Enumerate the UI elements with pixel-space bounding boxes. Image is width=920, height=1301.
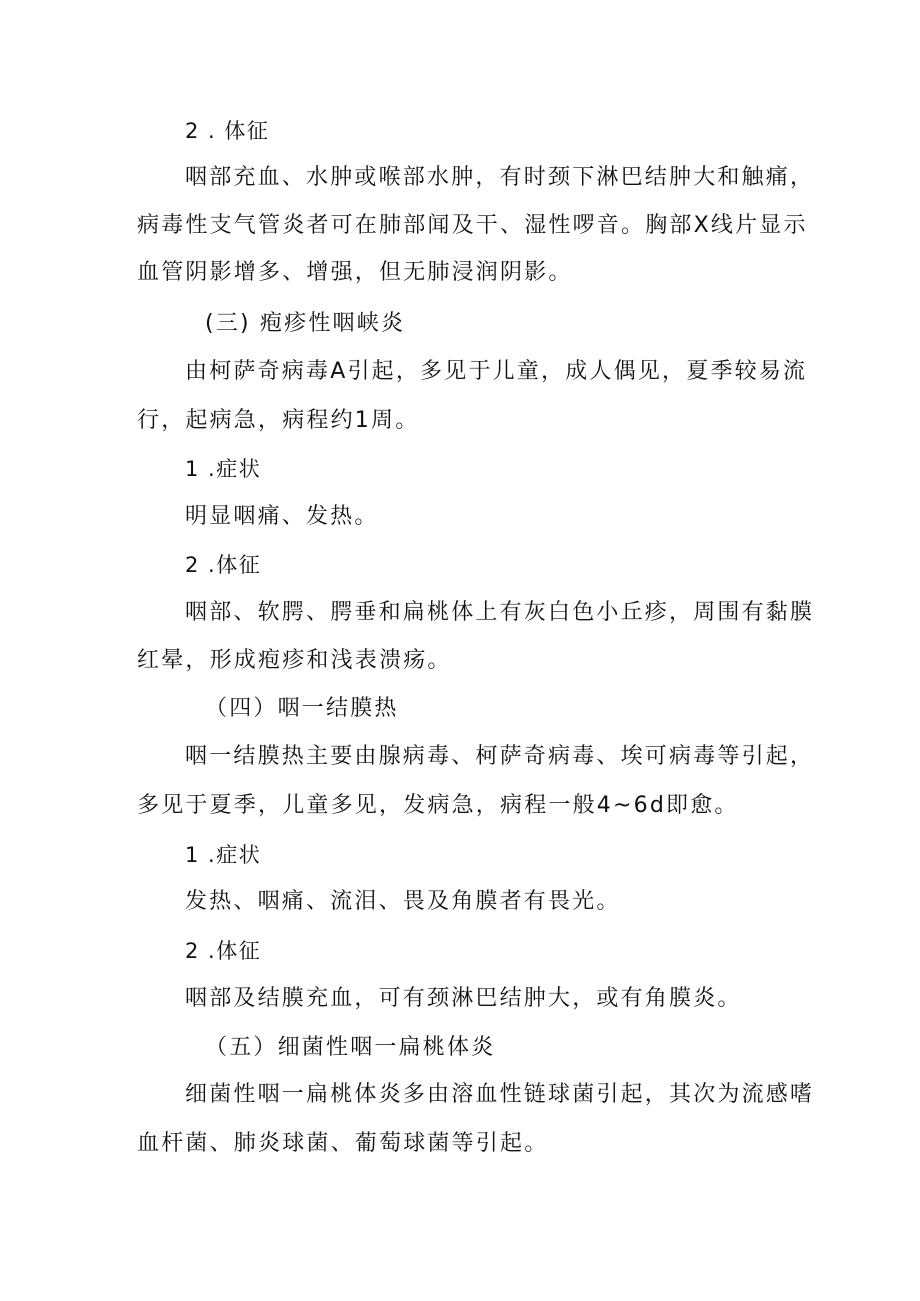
subheading-signs-1: 2 . 体征 — [185, 119, 270, 143]
paragraph-line: 血杆菌、肺炎球菌、葡萄球菌等引起。 — [137, 1131, 549, 1156]
subheading-signs-3: 2 .体征 — [185, 939, 262, 963]
paragraph-line: 多见于夏季，儿童多见，发病急，病程一般4~6d即愈。 — [137, 793, 739, 818]
paragraph-line: 红晕，形成疱疹和浅表溃疡。 — [137, 648, 452, 673]
subheading-symptoms-2: 1 .症状 — [185, 843, 262, 867]
section-heading-3: (三) 疱疹性咽峡炎 — [205, 311, 406, 336]
paragraph-line: 咽部及结膜充血，可有颈淋巴结肿大，或有角膜炎。 — [185, 986, 742, 1011]
paragraph-line: 细菌性咽一扁桃体炎多由溶血性链球菌引起，其次为流感嗜 — [185, 1082, 815, 1107]
section-heading-5: （五）细菌性咽一扁桃体炎 — [205, 1035, 496, 1060]
paragraph-line: 病毒性支气管炎者可在肺部闻及干、湿性啰音。胸部X线片显示 — [137, 213, 808, 238]
paragraph-line: 发热、咽痛、流泪、畏及角膜者有畏光。 — [185, 889, 621, 914]
subheading-signs-2: 2 .体征 — [185, 553, 262, 577]
subheading-symptoms-1: 1 .症状 — [185, 457, 262, 481]
section-heading-4: （四）咽一结膜热 — [205, 696, 399, 721]
paragraph-line: 明显咽痛、发热。 — [185, 504, 379, 529]
paragraph-line: 咽一结膜热主要由腺病毒、柯萨奇病毒、埃可病毒等引起， — [185, 744, 815, 769]
paragraph-line: 咽部、软腭、腭垂和扁桃体上有灰白色小丘疹，周围有黏膜 — [185, 600, 815, 625]
paragraph-line: 由柯萨奇病毒A引起，多见于儿童，成人偶见，夏季较易流 — [185, 359, 808, 384]
paragraph-line: 血管阴影增多、增强，但无肺浸润阴影。 — [137, 260, 573, 285]
paragraph-line: 行，起病急，病程约1周。 — [137, 408, 420, 433]
paragraph-line: 咽部充血、水肿或喉部水肿，有时颈下淋巴结肿大和触痛， — [185, 165, 815, 190]
